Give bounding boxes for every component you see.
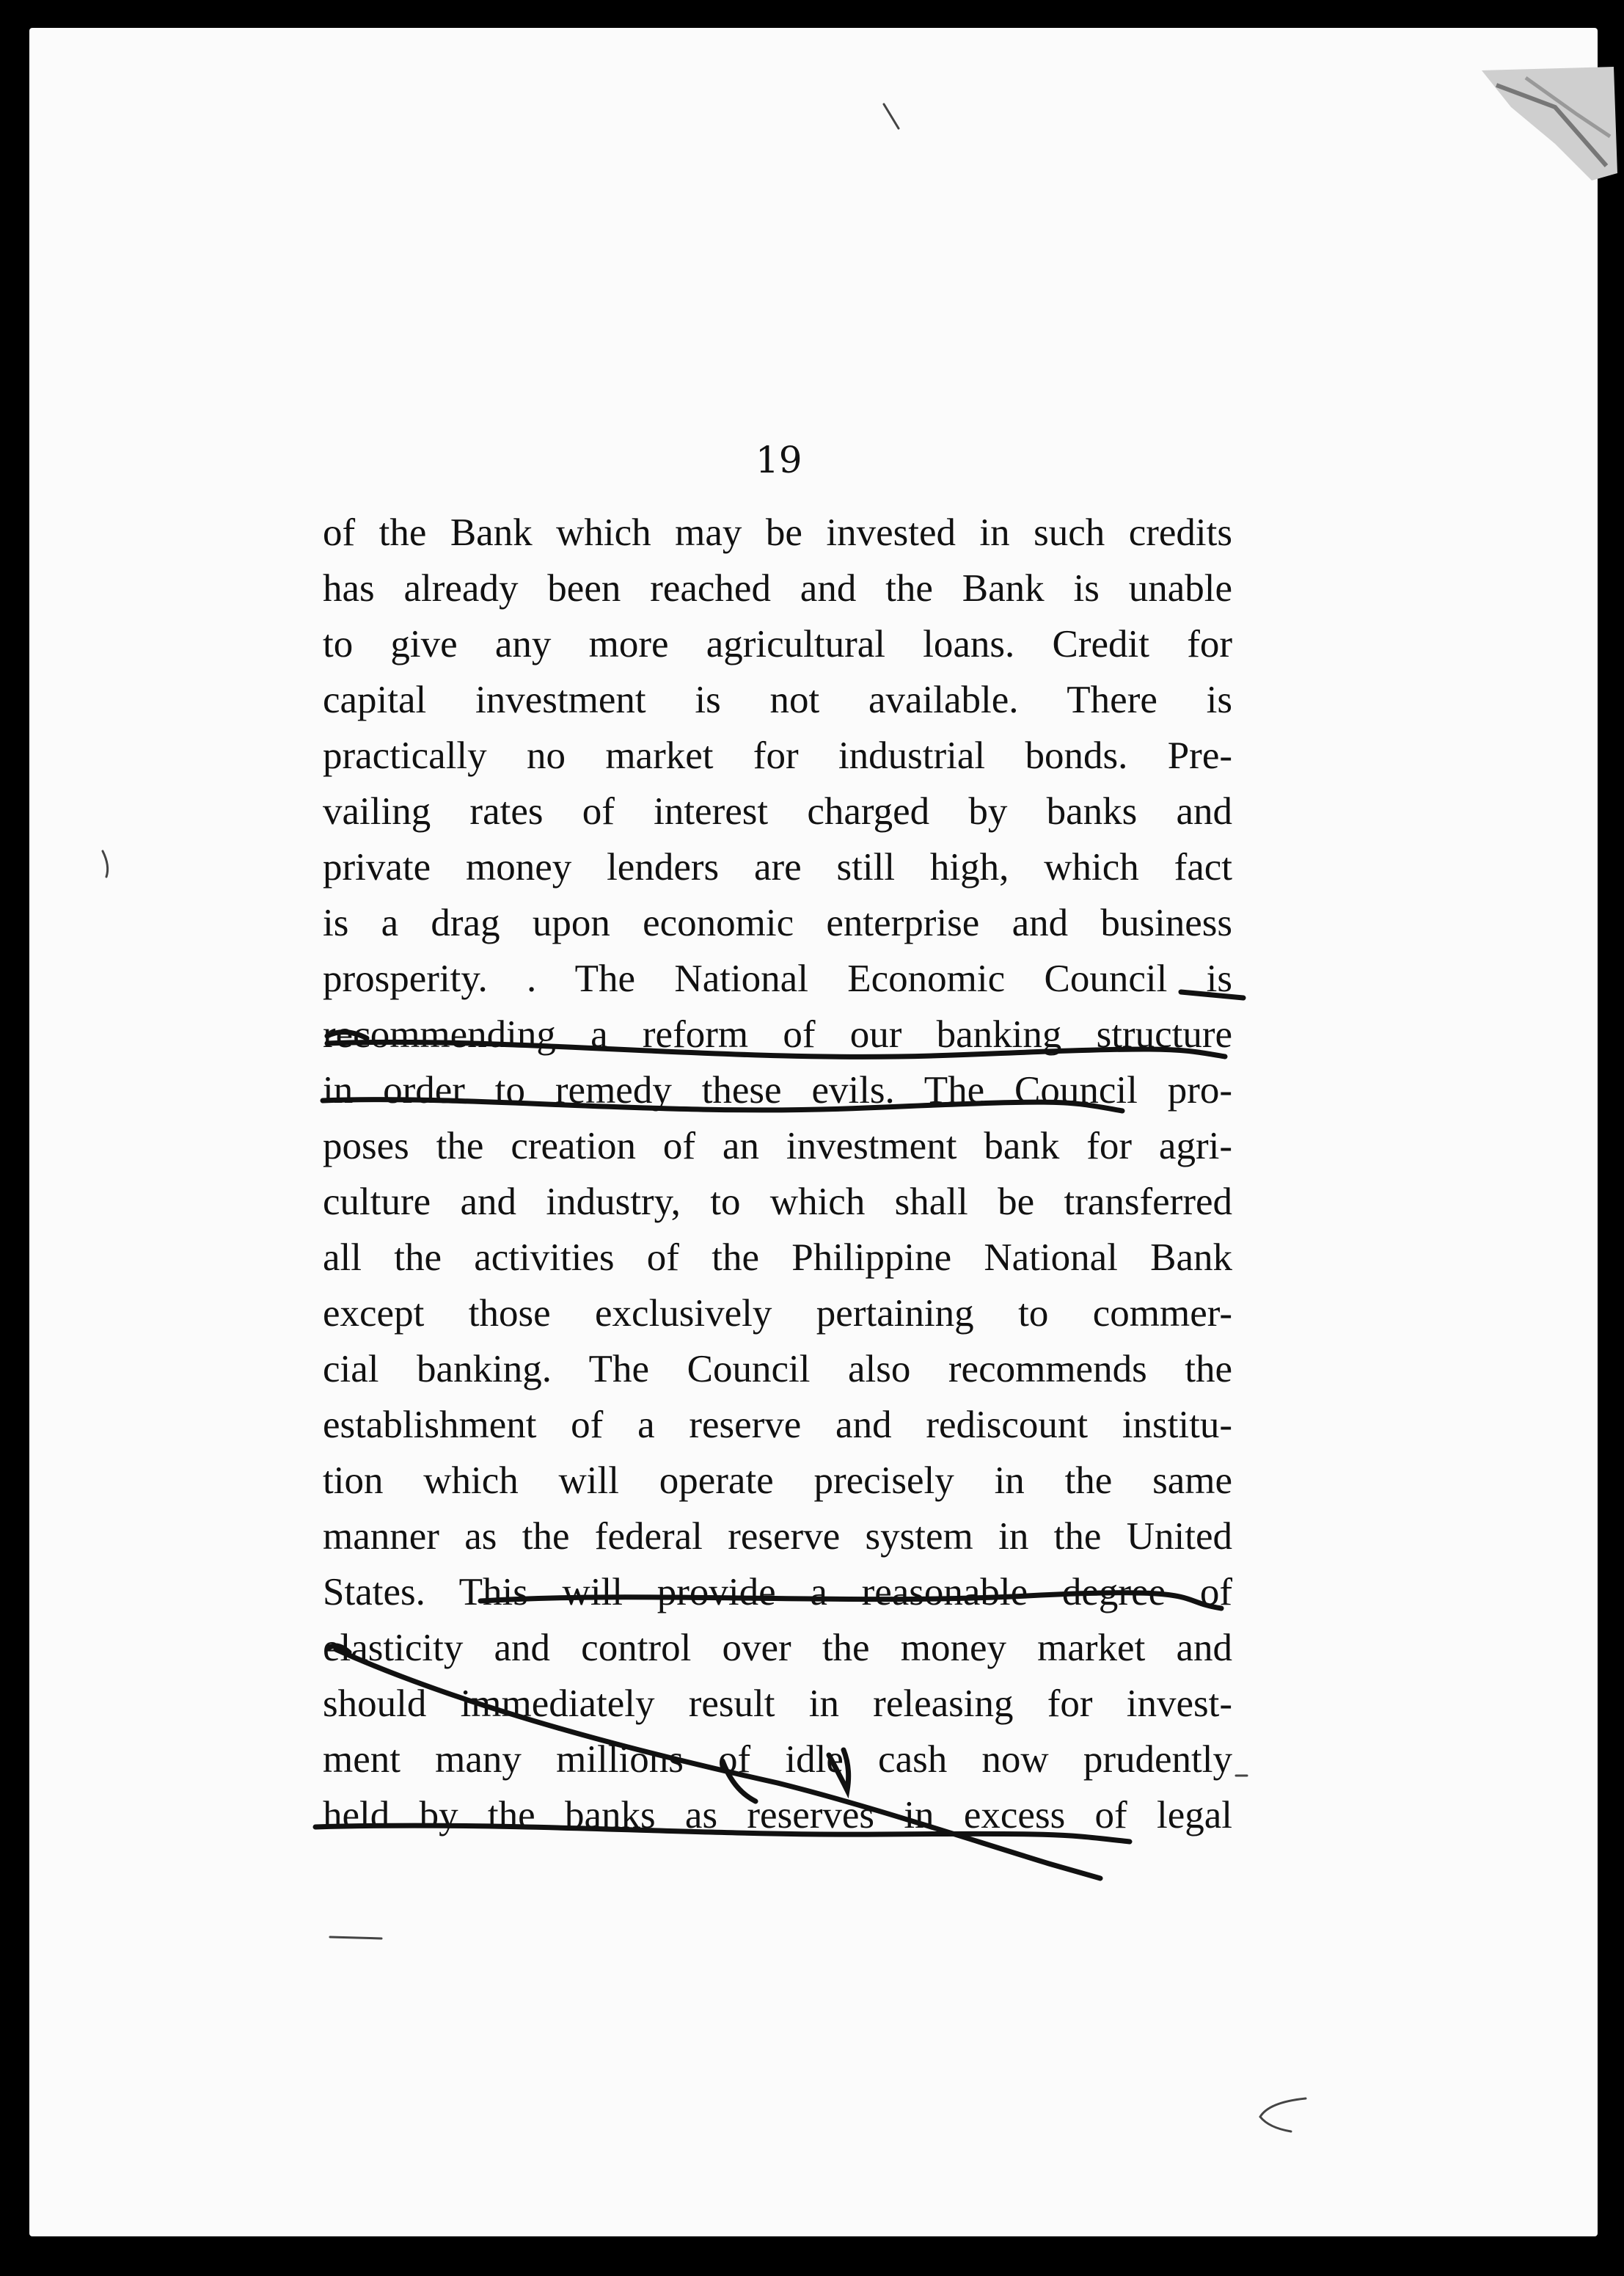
text-line: should immediately result in releasing for invest- (323, 1682, 1232, 1725)
text-line: poses the creation of an investment bank for agri- (323, 1125, 1232, 1167)
text-line: except those exclusively pertaining to commer- (323, 1292, 1232, 1335)
page-number: 19 (756, 439, 802, 481)
body-text (323, 505, 1232, 1843)
text-line: all the activities of the Philippine National Bank (323, 1236, 1232, 1279)
text-line-struck: States. This will provide a reasonable degree of (323, 1571, 1232, 1613)
text-line: culture and industry, to which shall be transferred (323, 1181, 1232, 1223)
text-line: capital investment is not available. There is (323, 679, 1232, 721)
text-line: elasticity and control over the money market and (323, 1627, 1232, 1669)
text-line: practically no market for industrial bonds. Pre- (323, 734, 1232, 777)
text-line: prosperity. . The National Economic Council is (323, 958, 1232, 1000)
page-curl (1467, 63, 1621, 188)
text-line: establishment of a reserve and rediscount institu- (323, 1404, 1232, 1446)
text-line-struck: held by the banks as reserves in excess of legal (323, 1794, 1232, 1837)
text-line: tion which will operate precisely in the same (323, 1459, 1232, 1502)
text-line: has already been reached and the Bank is unable (323, 567, 1232, 610)
text-line: cial banking. The Council also recommends the (323, 1348, 1232, 1390)
text-line: is a drag upon economic enterprise and business (323, 902, 1232, 944)
text-line-struck: recommending a reform of our banking structure (323, 1013, 1232, 1056)
text-line: of the Bank which may be invested in such credits (323, 511, 1232, 554)
text-line: private money lenders are still high, which fact (323, 846, 1232, 889)
text-line: to give any more agricultural loans. Credit for (323, 623, 1232, 665)
text-line: vailing rates of interest charged by banks and (323, 790, 1232, 833)
text-line: ment many millions of idle cash now prudently (323, 1738, 1232, 1781)
text-line: manner as the federal reserve system in the United (323, 1515, 1232, 1558)
text-line-struck: in order to remedy these evils. The Council pro- (323, 1069, 1232, 1112)
